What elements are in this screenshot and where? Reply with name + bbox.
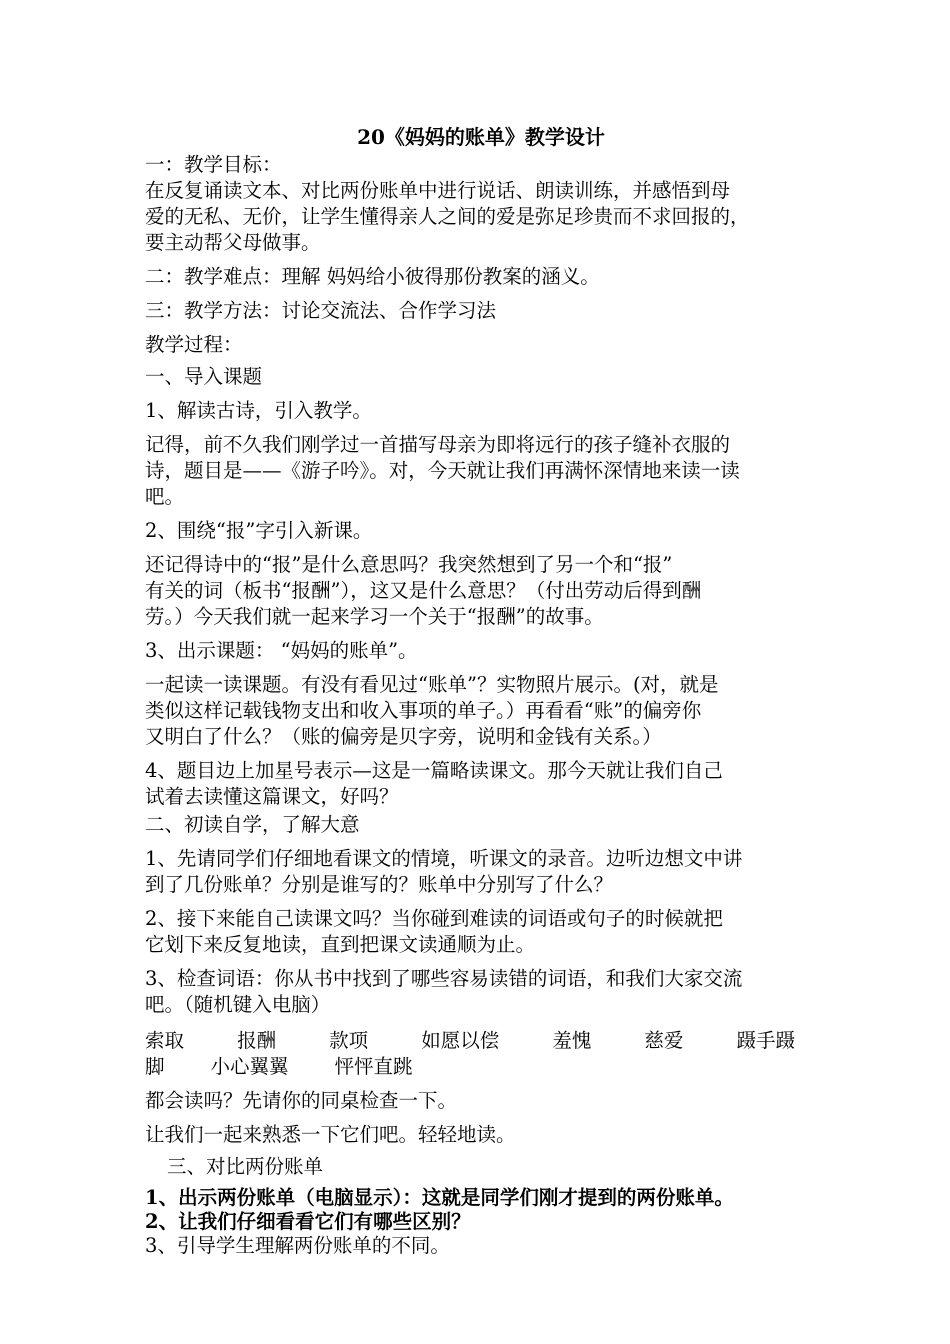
vocabulary-word: 索取 xyxy=(145,1029,185,1052)
paragraph-line: 记得，前不久我们刚学过一首描写母亲为即将远行的孩子缝补衣服的 xyxy=(145,433,731,456)
section-heading: 二、初读自学，了解大意 xyxy=(145,813,360,836)
vocabulary-word: 怦怦直跳 xyxy=(334,1055,413,1078)
step-heading: 2、围绕“报”字引入新课。 xyxy=(145,519,373,542)
goal-heading: 一：教学目标： xyxy=(145,153,282,176)
vocabulary-row xyxy=(145,1028,795,1054)
vocabulary-word: 如愿以偿 xyxy=(421,1029,500,1052)
paragraph-line: 它划下来反复地读，直到把课文读通顺为止。 xyxy=(145,933,536,956)
vocabulary-word: 报酬 xyxy=(237,1029,277,1052)
vocabulary-row xyxy=(145,1054,817,1080)
paragraph-line: 到了几份账单？分别是谁写的？账单中分别写了什么？ xyxy=(145,873,614,896)
paragraph-line: 还记得诗中的“报”是什么意思吗？我突然想到了另一个和“报” xyxy=(145,553,673,576)
vocabulary-word: 款项 xyxy=(329,1029,369,1052)
goal-text-line: 爱的无私、无价，让学生懂得亲人之间的爱是弥足珍贵而不求回报的， xyxy=(145,205,750,228)
paragraph-line: 又明白了什么？（账的偏旁是贝字旁，说明和金钱有关系。） xyxy=(145,725,662,748)
process-heading: 教学过程： xyxy=(145,333,243,356)
paragraph-line: 有关的词（板书“报酬”），这又是什么意思？（付出劳动后得到酬 xyxy=(145,579,702,602)
vocabulary-word: 慈爱 xyxy=(644,1029,684,1052)
goal-text-line: 在反复诵读文本、对比两份账单中进行说话、朗读训练，并感悟到母 xyxy=(145,179,731,202)
paragraph-line: 3、检查词语：你从书中找到了哪些容易读错的词语，和我们大家交流 xyxy=(145,967,743,990)
step-heading: 3、引导学生理解两份账单的不同。 xyxy=(145,1234,450,1257)
difficulty-paragraph: 二：教学难点：理解 妈妈给小彼得那份教案的涵义。 xyxy=(145,265,600,288)
step-heading: 1、解读古诗，引入教学。 xyxy=(145,399,372,422)
document-page xyxy=(145,122,817,1258)
paragraph-line: 吧。 xyxy=(145,485,185,508)
paragraph-line: 劳。）今天我们就一起来学习一个关于“报酬”的故事。 xyxy=(145,605,604,628)
step-heading: 3、出示课题： “妈妈的账单”。 xyxy=(145,639,418,662)
paragraph-line: 让我们一起来熟悉一下它们吧。轻轻地读。 xyxy=(145,1123,516,1146)
section-heading: 一、导入课题 xyxy=(145,365,263,388)
step-heading-bold: 2、让我们仔细看看它们有哪些区别？ xyxy=(145,1210,471,1233)
vocabulary-word: 小心翼翼 xyxy=(210,1055,289,1078)
paragraph-line: 试着去读懂这篇课文，好吗？ xyxy=(145,785,399,808)
vocabulary-word: 脚 xyxy=(145,1055,165,1078)
paragraph-line: 类似这样记载钱物支出和收入事项的单子。）再看看“账”的偏旁你 xyxy=(145,699,702,722)
step-heading-bold: 1、出示两份账单（电脑显示）：这就是同学们刚才提到的两份账单。 xyxy=(145,1186,734,1209)
paragraph-line: 2、接下来能自己读课文吗？当你碰到难读的词语或句子的时候就把 xyxy=(145,907,723,930)
paragraph-line: 4、题目边上加星号表示—这是一篇略读课文。那今天就让我们自己 xyxy=(145,759,723,782)
goal-text-line: 要主动帮父母做事。 xyxy=(145,231,321,254)
paragraph-line: 一起读一读课题。有没有看见过“账单”？实物照片展示。(对，就是 xyxy=(145,673,719,696)
vocabulary-word: 羞愧 xyxy=(552,1029,592,1052)
vocabulary-word: 蹑手蹑 xyxy=(736,1029,795,1052)
method-paragraph: 三：教学方法：讨论交流法、合作学习法 xyxy=(145,299,497,322)
paragraph-line: 都会读吗？先请你的同桌检查一下。 xyxy=(145,1089,458,1112)
paragraph-line: 1、先请同学们仔细地看课文的情境，听课文的录音。边听边想文中讲 xyxy=(145,847,743,870)
paragraph-line: 诗，题目是——《游子吟》。对，今天就让我们再满怀深情地来读一读 xyxy=(145,459,740,482)
section-heading: 三、对比两份账单 xyxy=(167,1155,324,1178)
paragraph-line: 吧。（随机键入电脑） xyxy=(145,993,331,1016)
document-title: 20《妈妈的账单》教学设计 xyxy=(357,125,605,149)
